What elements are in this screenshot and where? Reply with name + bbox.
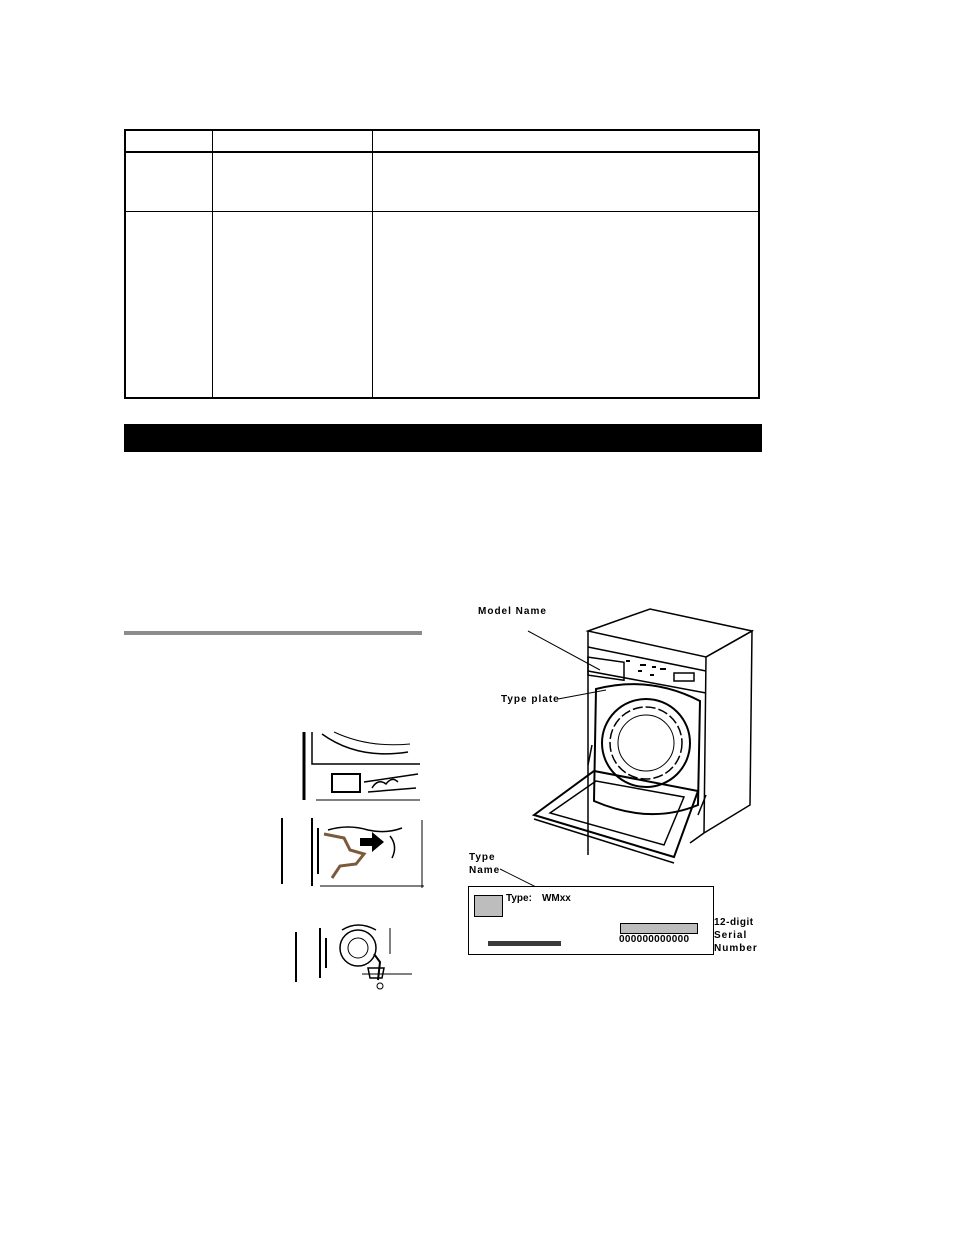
plate-serial-number: 000000000000 xyxy=(619,934,690,945)
serial-label-line1: 12-digit xyxy=(714,917,754,928)
plate-barcode-area xyxy=(620,923,698,934)
serial-label-line2: Serial xyxy=(714,930,748,941)
plate-type-value: WMxx xyxy=(541,893,571,904)
type-plate-label: Type plate xyxy=(501,694,560,705)
type-name-label-line1: Type xyxy=(469,852,496,863)
plate-dark-bar xyxy=(488,941,561,946)
type-name-label-line2: Name xyxy=(469,865,501,876)
plate-type-line xyxy=(506,893,571,904)
model-name-label: Model Name xyxy=(478,606,547,617)
type-plate-box xyxy=(468,886,714,955)
plate-logo-swatch xyxy=(474,895,503,917)
serial-label-line3: Number xyxy=(714,943,758,954)
plate-type-label: Type: xyxy=(506,893,532,904)
